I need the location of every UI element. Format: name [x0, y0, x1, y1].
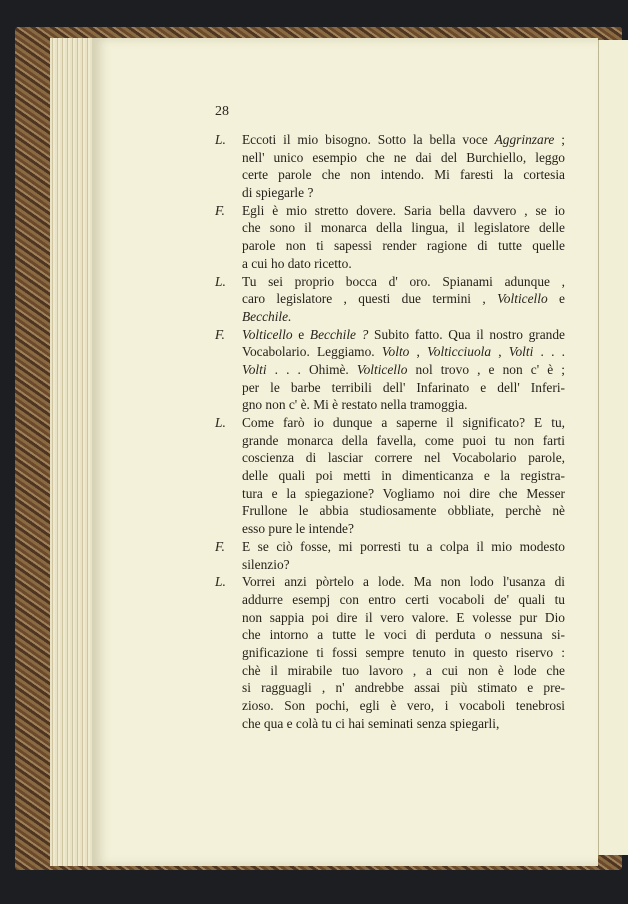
speaker-label: F.: [215, 538, 225, 554]
text-line: si ragguagli , n' andrebbe assai più stimato e pre-: [242, 680, 565, 696]
text-line: per le barbe terribili dell' Infarinato e dell' Inferi-: [242, 379, 565, 395]
dialogue-paragraph: [215, 131, 565, 202]
speaker-label: L.: [215, 132, 226, 147]
text-line: chè il mirabile tuo lavoro , a cui non è lode che: [242, 662, 565, 678]
facing-page-edge: [598, 40, 628, 855]
text-line: delle quali poi metti in dimenticanza e la registra-: [242, 468, 565, 484]
text-line: Come farò io dunque a saperne il significato? E tu,: [242, 415, 565, 430]
text-line: addurre esempj con entro certi vocaboli de' quali tu: [242, 591, 565, 607]
text-line: Egli è mio stretto dovere. Saria bella davvero , se io: [242, 202, 565, 218]
text-line: di spiegarle ?: [242, 185, 314, 201]
italic-term: Volti: [508, 344, 534, 360]
text-line: caro legislatore , questi due termini , Volticello e: [242, 291, 566, 307]
text-line: parole non ti sapessi render ragione di tutte quelle: [242, 238, 565, 254]
dialogue-paragraph: [215, 202, 565, 273]
text-line: che sono il monarca della lingua, il legislatore delle: [242, 220, 565, 236]
italic-term: Volto: [381, 344, 410, 360]
text-line: grande monarca della favella, come puoi tu non farti: [242, 432, 565, 448]
text-line: certe parole che non intendo. Mi faresti la cortesia: [242, 167, 565, 183]
text-line: Volti . . . Ohimè. Volticello nol trovo , e non c' è ;: [242, 361, 565, 377]
speaker-label: F.: [215, 326, 225, 342]
text-line: nell' unico esempio che ne dai del Burchiello, leggo: [242, 149, 565, 165]
text-line: [215, 308, 565, 326]
text-line: Vorrei anzi pòrtelo a lode. Ma non lodo l'usanza di: [242, 574, 565, 590]
italic-term: Volticciuola: [427, 344, 492, 360]
text-line: che qua e colà tu ci hai seminati senza spiegarli,: [242, 715, 500, 731]
text-line: Vocabolario. Leggiamo. Volto , Volticciuola , Volti . . .: [242, 344, 565, 360]
speaker-label: L.: [215, 273, 226, 289]
italic-term: Aggrinzare: [494, 132, 555, 147]
text-line: coscienza di lasciar correre nel Vocabolario parole,: [242, 450, 565, 466]
speaker-label: F.: [215, 202, 225, 218]
text-line: Frullone le abbia studiosamente obbliate, perchè nè: [242, 503, 565, 519]
text-line: silenzio?: [242, 556, 290, 572]
dialogue-paragraph: [215, 573, 565, 732]
italic-term: Volticello: [497, 291, 548, 307]
text-line: tura e la spiegazione? Vogliamo noi dire che Messer: [242, 485, 565, 501]
dialogue-paragraph: [215, 414, 565, 538]
italic-term: Volti: [242, 361, 267, 377]
text-line: zioso. Son pochi, egli è vero, i vocaboli tenebrosi: [242, 698, 565, 713]
speaker-label: L.: [215, 415, 226, 430]
speaker-label: L.: [215, 574, 226, 590]
italic-term: Becchile ?: [309, 326, 369, 342]
page-stack-edges: [50, 38, 96, 866]
text-line: che intorno a tutte le voci di perduta o nessuna si-: [242, 627, 565, 643]
text-line: gnificazione ti fossi sempre tenuto in questo riservo :: [242, 644, 565, 660]
italic-term: Becchile.: [242, 308, 292, 324]
text-line: Tu sei proprio bocca d' oro. Spianami adunque ,: [242, 273, 565, 289]
page-text: [215, 131, 565, 732]
italic-term: Volticello: [242, 326, 293, 342]
italic-term: Volticello: [356, 361, 408, 377]
text-line: gno non c' è. Mi è restato nella tramoggia.: [242, 397, 468, 413]
text-line: a cui ho dato ricetto.: [242, 255, 352, 271]
dialogue-paragraph: [215, 326, 565, 414]
dialogue-paragraph: [215, 273, 565, 326]
page-number: 28: [215, 104, 229, 119]
text-line: Eccoti il mio bisogno. Sotto la bella voce Aggrinzare ;: [242, 132, 565, 147]
text-line: non sappia poi dire il vero valore. E volesse pur Dio: [242, 609, 565, 625]
dialogue-paragraph: [215, 538, 565, 573]
text-line: esso pure le intende?: [242, 521, 354, 537]
text-line: E se ciò fosse, mi porresti tu a colpa il mio modesto: [242, 538, 565, 554]
text-line: Volticello e Becchile ? Subito fatto. Qua il nostro grande: [242, 326, 566, 342]
